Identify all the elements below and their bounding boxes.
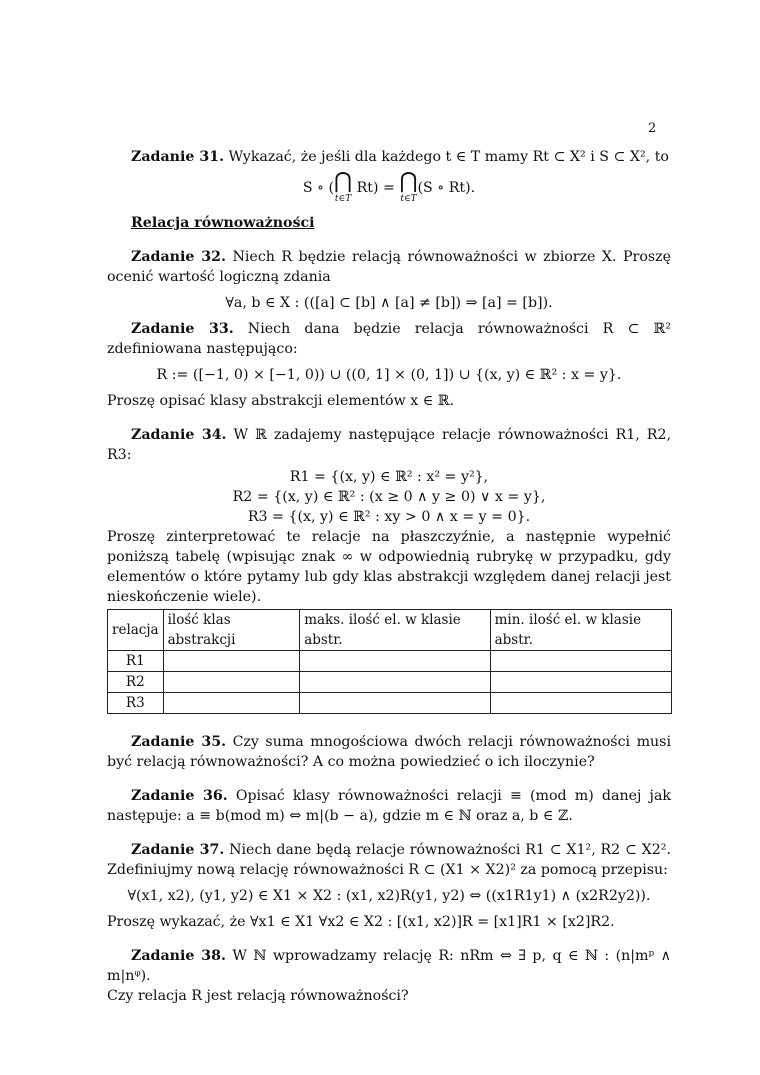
exercise-31-title: Zadanie 31. — [131, 149, 225, 165]
table-header: ilość klas abstrakcji — [163, 610, 300, 651]
formula-mid: ) = — [373, 180, 400, 196]
exercise-32-formula: ∀a, b ∈ X : (([a] ⊂ [b] ∧ [a] ≠ [b]) ⇒ [a] = [b]). — [225, 295, 553, 311]
table-cell — [163, 651, 300, 672]
exercise-31-text: Wykazać, że jeśli dla każdego t ∈ T mamy Rt ⊂ X² i S ⊂ X², to — [228, 149, 669, 165]
exercise-31 — [107, 147, 671, 167]
exercise-38 — [107, 946, 671, 986]
exercise-36-text: Opisać klasy równoważności relacji ≡ (mod m) danej jak następuje: a ≡ b(mod m) ⇔ m|(b − a), gdzie m ∈ ℕ oraz a, b ∈ ℤ. — [107, 788, 672, 824]
intersection-operator-2: ⋂ t∈T — [399, 169, 418, 204]
formula-inner: Rt — [356, 180, 373, 196]
exercise-31-formula — [107, 171, 671, 205]
exercise-35 — [107, 732, 671, 772]
table-cell — [490, 693, 671, 714]
exercise-35-text: Czy suma mnogościowa dwóch relacji równoważności musi być relacją równoważności? A co można powiedzieć o ich iloczynie? — [107, 734, 672, 770]
table-cell: R1 — [108, 651, 164, 672]
relation-r1: R1 = {(x, y) ∈ ℝ² : x² = y²}, — [289, 469, 489, 485]
relation-r2: R2 = {(x, y) ∈ ℝ² : (x ≥ 0 ∧ y ≥ 0) ∨ x = y}, — [232, 489, 546, 505]
table-header-row — [108, 610, 672, 651]
exercise-34-title: Zadanie 34. — [131, 427, 227, 443]
exercise-33-title: Zadanie 33. — [131, 321, 234, 337]
table-row — [108, 693, 672, 714]
exercise-34-text: W ℝ zadajemy następujące relacje równoważności R1, R2, R3: — [107, 427, 672, 463]
exercise-32-title: Zadanie 32. — [131, 249, 226, 265]
exercise-37 — [107, 840, 671, 880]
exercise-36 — [107, 786, 671, 826]
table-cell — [300, 651, 490, 672]
relation-r3: R3 = {(x, y) ∈ ℝ² : xy > 0 ∧ x = y = 0}. — [247, 509, 531, 525]
page-number: 2 — [648, 121, 657, 136]
table-cell: R2 — [108, 672, 164, 693]
exercise-33-formula: R := ([−1, 0) × [−1, 0)) ∪ ((0, 1] × (0, 1]) ∪ {(x, y) ∈ ℝ² : x = y}. — [156, 367, 622, 383]
exercise-34 — [107, 425, 671, 465]
table-header: min. ilość el. w klasie abstr. — [490, 610, 671, 651]
exercise-37-title: Zadanie 37. — [131, 842, 225, 858]
exercise-38-title: Zadanie 38. — [131, 948, 226, 964]
table-row — [108, 672, 672, 693]
exercise-33-after: Proszę opisać klasy abstrakcji elementów x ∈ ℝ. — [107, 393, 455, 409]
table-row — [108, 651, 672, 672]
exercise-37-formula: ∀(x1, x2), (y1, y2) ∈ X1 × X2 : (x1, x2)R(y1, y2) ⇔ ((x1R1y1) ∧ (x2R2y2)). — [127, 888, 651, 904]
relations-table — [107, 609, 672, 714]
table-header: relacja — [108, 610, 164, 651]
table-cell — [300, 672, 490, 693]
exercise-35-title: Zadanie 35. — [131, 734, 227, 750]
formula-left: S ∘ ( — [302, 180, 335, 196]
section-title: Relacja równoważności — [131, 215, 315, 231]
intersection-operator-1: ⋂ t∈T — [334, 169, 353, 204]
table-cell — [490, 672, 671, 693]
exercise-38-after: Czy relacja R jest relacją równoważności? — [107, 988, 409, 1004]
exercise-33 — [107, 319, 671, 359]
exercise-37-after: Proszę wykazać, że ∀x1 ∈ X1 ∀x2 ∈ X2 : [(x1, x2)]R = [x1]R1 × [x2]R2. — [107, 914, 615, 930]
exercise-34-after: Proszę zinterpretować te relacje na płaszczyźnie, a następnie wypełnić poniższą tabelę (wpisując znak ∞ w odpowiednią rubrykę w przypadku, gdy elementów o które pytamy lub gdy klas abstrakcji względem danej relacji jest nieskończenie wiele). — [107, 529, 671, 605]
exercise-37-text: Niech dane będą relacje równoważności R1 ⊂ X1², R2 ⊂ X2². Zdefiniujmy nową relację równoważności R ⊂ (X1 × X2)² za pomocą przepisu: — [107, 842, 672, 878]
formula-right: (S ∘ Rt). — [417, 180, 476, 196]
table-cell — [163, 672, 300, 693]
table-cell — [300, 693, 490, 714]
exercise-content — [107, 147, 671, 1006]
table-cell: R3 — [108, 693, 164, 714]
exercise-36-title: Zadanie 36. — [131, 788, 228, 804]
table-header: maks. ilość el. w klasie abstr. — [300, 610, 490, 651]
table-cell — [163, 693, 300, 714]
exercise-32 — [107, 247, 671, 287]
table-cell — [490, 651, 671, 672]
exercise-33-text: Niech dana będzie relacja równoważności R ⊂ ℝ² zdefiniowana następująco: — [107, 321, 672, 357]
exercise-32-text: Niech R będzie relacją równoważności w zbiorze X. Proszę ocenić wartość logiczną zdania — [107, 249, 672, 285]
exercise-38-text: W ℕ wprowadzamy relację R: nRm ⇔ ∃ p, q ∈ ℕ : (n|mᵖ ∧ m|nᵠ). — [107, 948, 672, 984]
